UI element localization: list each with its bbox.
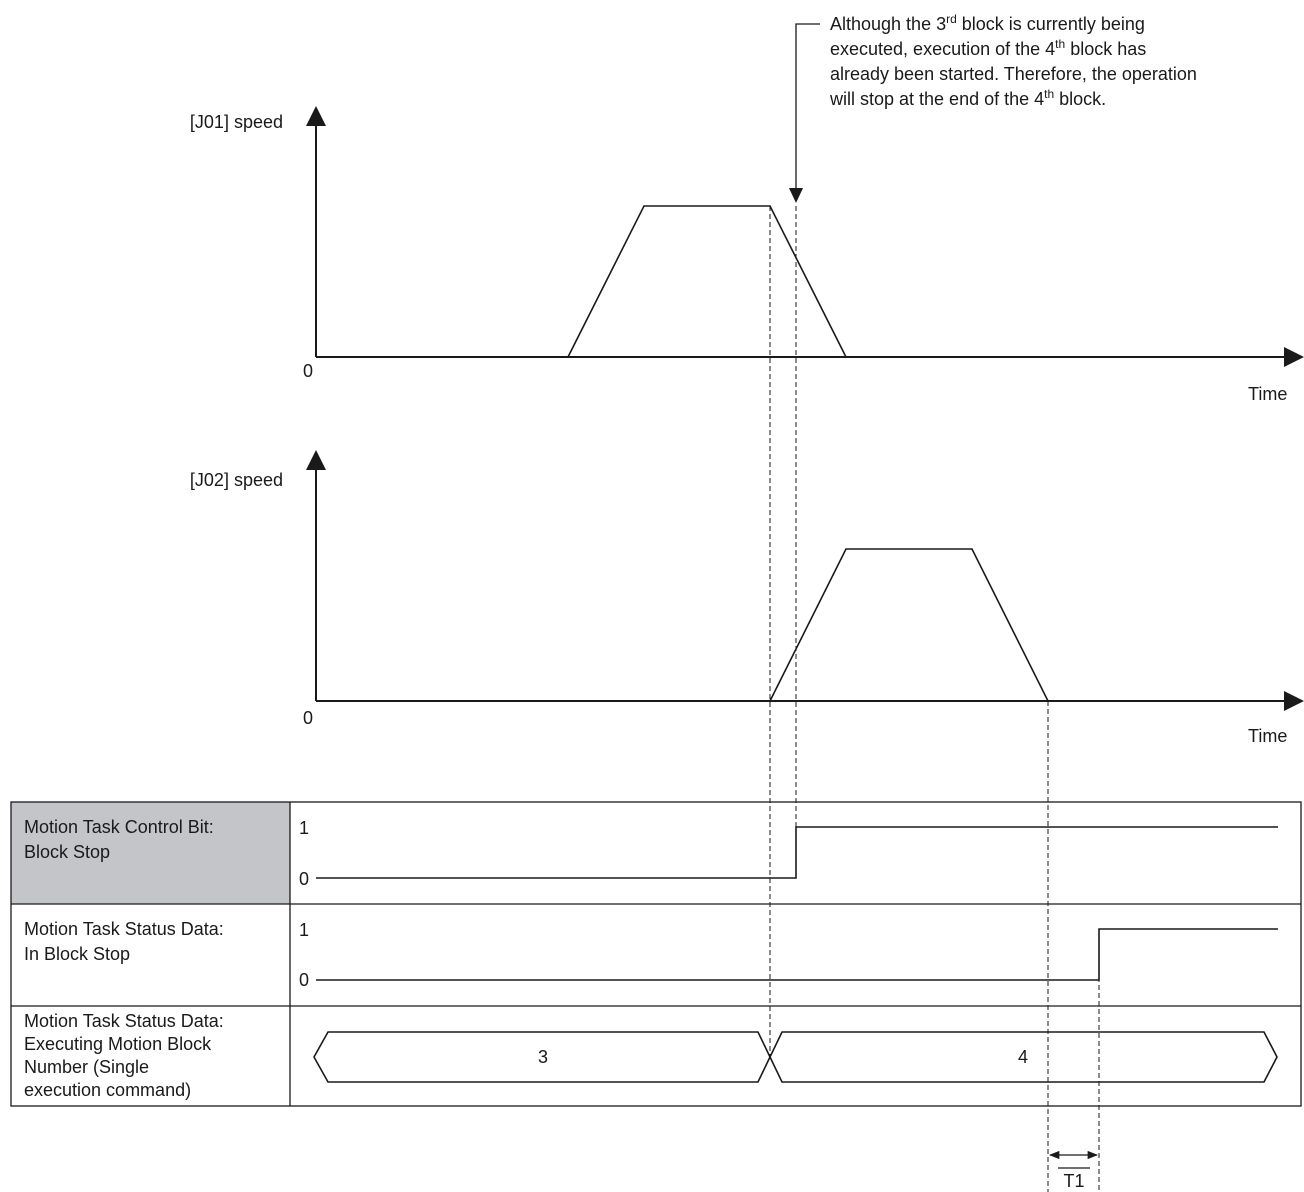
row1-low-label: 0 bbox=[299, 869, 310, 889]
j01-y-axis-arrowhead bbox=[306, 106, 326, 126]
block-3-label: 3 bbox=[537, 1047, 549, 1067]
j01-x-axis-arrowhead bbox=[1284, 347, 1304, 367]
row2-label-line-1: Motion Task Status Data: bbox=[24, 919, 224, 939]
row2-label-line-2: In Block Stop bbox=[24, 944, 131, 964]
row3-label-line-1: Motion Task Status Data: bbox=[24, 1011, 224, 1031]
in-block-stop-signal bbox=[316, 929, 1278, 980]
j01-speed-profile bbox=[568, 206, 846, 357]
j02-speed-profile bbox=[770, 549, 1048, 701]
t1-label: T1 bbox=[1063, 1171, 1085, 1191]
row3-label-line-4: execution command) bbox=[24, 1080, 192, 1100]
annotation-leader-line bbox=[796, 24, 820, 190]
j02-x-axis-arrowhead bbox=[1284, 691, 1304, 711]
row3-label-line-2: Executing Motion Block bbox=[24, 1034, 212, 1054]
block-stop-signal bbox=[316, 827, 1278, 878]
j02-y-axis-arrowhead bbox=[306, 450, 326, 470]
t1-interval bbox=[1050, 1155, 1097, 1191]
j02-x-axis-label: Time bbox=[1248, 726, 1288, 746]
row1-label-line-2: Block Stop bbox=[24, 842, 111, 862]
signal-table bbox=[11, 802, 1301, 1106]
row2-high-label: 1 bbox=[299, 920, 310, 940]
block-4-label: 4 bbox=[1017, 1047, 1029, 1067]
annotation-line-3: already been started. Therefore, the operation bbox=[830, 64, 1197, 84]
reference-lines bbox=[770, 206, 1099, 1192]
annotation-line-2: executed, execution of the 4th block has bbox=[830, 37, 1147, 59]
row1-high-label: 1 bbox=[299, 818, 310, 838]
j02-origin-label: 0 bbox=[303, 708, 314, 728]
annotation-callout bbox=[789, 12, 1197, 203]
j01-x-axis-label: Time bbox=[1248, 384, 1288, 404]
j02-y-axis-label: [J02] speed bbox=[189, 470, 283, 490]
annotation-line-4: will stop at the end of the 4th block. bbox=[830, 87, 1107, 109]
j01-speed-graph bbox=[190, 106, 1304, 404]
annotation-line-1: Although the 3rd block is currently being bbox=[830, 12, 1145, 34]
row1-label-line-1: Motion Task Control Bit: bbox=[24, 817, 214, 837]
j01-origin-label: 0 bbox=[303, 361, 314, 381]
j02-speed-graph bbox=[190, 450, 1304, 746]
annotation-arrowhead bbox=[789, 188, 803, 203]
row3-label-line-3: Number (Single bbox=[24, 1057, 150, 1077]
row2-low-label: 0 bbox=[299, 970, 310, 990]
j01-y-axis-label: [J01] speed bbox=[189, 112, 283, 132]
